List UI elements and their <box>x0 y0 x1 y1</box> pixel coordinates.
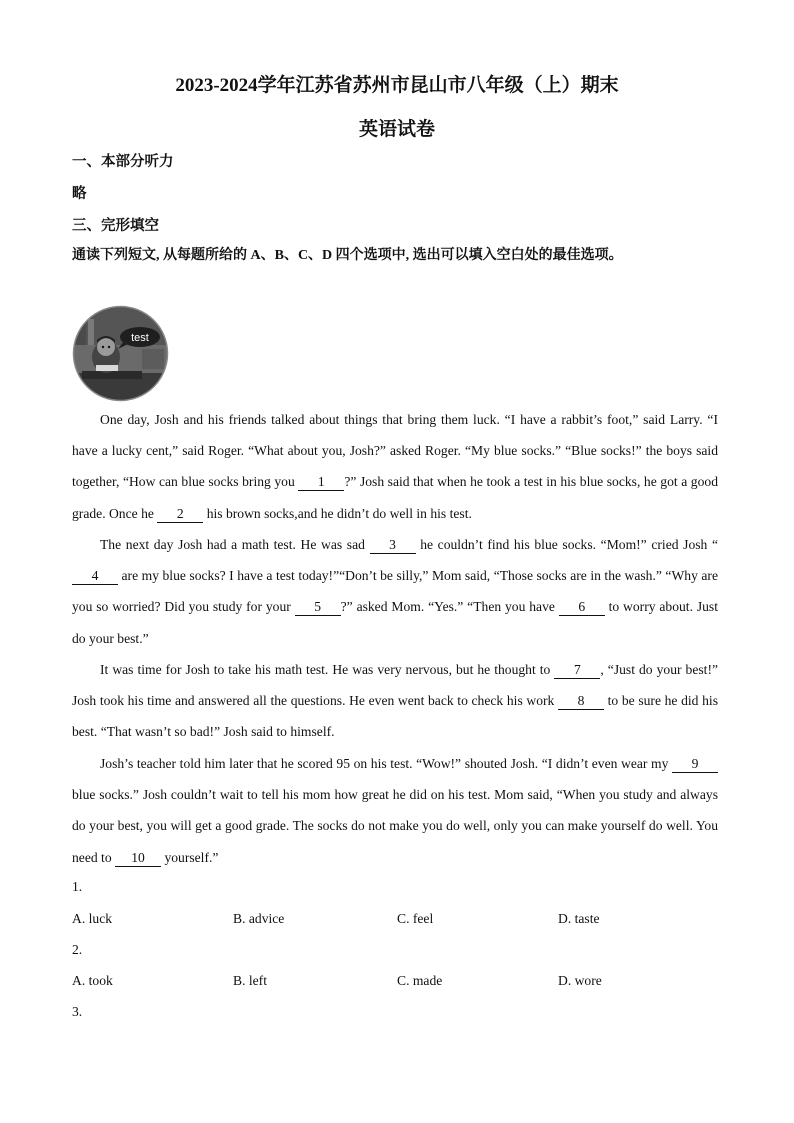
blank-4: 4 <box>72 567 118 585</box>
exam-title: 2023-2024学年江苏省苏州市昆山市八年级（上）期末 <box>175 75 619 96</box>
blank-10: 10 <box>115 849 161 867</box>
exam-subtitle: 英语试卷 <box>358 119 435 140</box>
cloze-instruction: 通读下列短文, 从每题所给的 A、B、C、D 四个选项中, 选出可以填入空白处的最佳选项。 <box>72 248 623 263</box>
section-listening-heading: 一、本部分听力 <box>72 154 174 170</box>
question-2-option-d[interactable]: D. wore <box>558 973 602 988</box>
question-2-option-a[interactable]: A. took <box>72 973 113 988</box>
blank-1: 1 <box>298 473 344 491</box>
question-1-option-c[interactable]: C. feel <box>397 911 434 926</box>
boy-studying-illustration <box>72 305 169 402</box>
blank-3: 3 <box>370 536 416 554</box>
question-1-option-d[interactable]: D. taste <box>558 911 600 926</box>
question-3-number: 3. <box>72 1004 83 1019</box>
blank-7: 7 <box>554 661 600 679</box>
speech-bubble-text: test <box>131 332 149 344</box>
question-1-number: 1. <box>72 879 83 894</box>
question-1-option-a[interactable]: A. luck <box>72 911 113 926</box>
question-1-option-b[interactable]: B. advice <box>233 911 285 926</box>
section-listening-note: 略 <box>72 186 87 202</box>
question-2-number: 2. <box>72 942 83 957</box>
blank-6: 6 <box>559 598 605 616</box>
question-2-option-c[interactable]: C. made <box>397 973 443 988</box>
passage-paragraph-2: The next day Josh had a math test. He was sad 3 he couldn’t find his blue socks. “Mom!” cried Josh “4 are my blue socks? I have a test today!”“Don’t be silly,” Mom said, “Those socks are in the wash.” “Why are you so worried? Did you study for your 5 ?” asked Mom. “Yes.” “Then you have 6 to worry about. Just do your best.” <box>72 537 718 646</box>
section-cloze-heading: 三、完形填空 <box>72 218 159 234</box>
question-2-option-b[interactable]: B. left <box>233 973 267 988</box>
passage-paragraph-1: One day, Josh and his friends talked about things that bring them luck. “I have a rabbit’s foot,” said Larry. “I have a lucky cent,” said Roger. “What about you, Josh?” asked Roger. “My blue socks.” “Blue socks!” the boys said together, “How can blue socks bring you 1 ?” Josh said that when he took a test in his blue socks, he got a good grade. Once he 2 his brown socks,and he didn’t do well in his test. <box>72 412 718 521</box>
blank-9: 9 <box>672 755 718 773</box>
blank-2: 2 <box>157 505 203 523</box>
passage-paragraph-4: Josh’s teacher told him later that he scored 95 on his test. “Wow!” shouted Josh. “I didn’t even wear my 9 blue socks.” Josh couldn’t wait to tell his mom how great he did on his test. Mom said, “When you study and always do your best, you will get a good grade. The socks do not make you do well, only you can make yourself do well. You need to 10 yourself.” <box>72 756 718 865</box>
blank-5: 5 <box>295 598 341 616</box>
passage-paragraph-3: It was time for Josh to take his math test. He was very nervous, but he thought to 7 , “Just do your best!” Josh took his time and answered all the questions. He even went back to check his work 8 to be sure he did his best. “That wasn’t so bad!” Josh said to himself. <box>72 662 718 740</box>
blank-8: 8 <box>558 692 604 710</box>
